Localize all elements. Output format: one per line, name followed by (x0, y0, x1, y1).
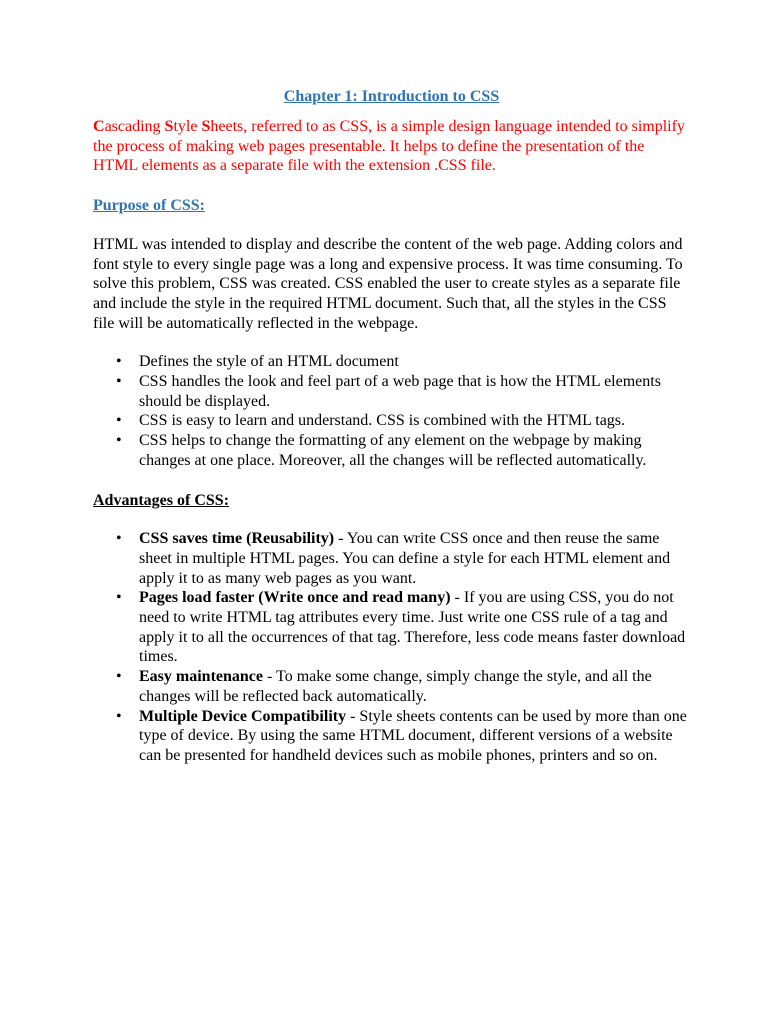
list-item (93, 372, 690, 411)
advantage-text: - You can write CSS once and then reuse the same sheet in multiple HTML pages. You can define a style for each HTML element and apply it to as many web pages as you want. (139, 530, 671, 587)
intro-initial-c: C (93, 118, 105, 135)
bullet-icon: • (116, 373, 122, 391)
bullet-icon: • (116, 432, 122, 450)
bullet-icon: • (116, 668, 122, 686)
list-item (93, 707, 690, 766)
bullet-text: Defines the style of an HTML document (139, 353, 399, 371)
intro-initial-s1: S (164, 118, 174, 135)
purpose-bullet-list (93, 352, 690, 470)
advantage-text: - If you are using CSS, you do not need to write HTML tag attributes every time. Just write one CSS rule of a tag and apply it to all the occurrences of that tag. Therefore, less code means faster download times. (139, 589, 686, 666)
intro-initial-s2: S (201, 118, 211, 135)
intro-text-2: tyle (173, 118, 202, 135)
advantages-heading: Advantages of CSS: (93, 491, 230, 509)
list-item (93, 667, 690, 706)
list-item (93, 431, 690, 470)
bullet-icon: • (116, 530, 122, 548)
advantage-term: Pages load faster (Write once and read many) (139, 589, 451, 607)
bullet-icon: • (116, 353, 122, 371)
advantage-text: - Style sheets contents can be used by more than one type of device. By using the same HTML document, different versions of a website can be presented for handheld devices such as mobile phones, printers and so on. (139, 707, 687, 764)
bullet-icon: • (116, 412, 122, 430)
bullet-icon: • (116, 707, 122, 725)
list-item (93, 529, 690, 588)
intro-text-3: heets, referred to as CSS, is a simple design language intended to simplify the process of making web pages presentable. It helps to define the presentation of the HTML elements as a separate file with the extension .CSS file. (93, 118, 685, 175)
list-item (93, 588, 690, 667)
advantage-term: Multiple Device Compatibility (139, 707, 347, 725)
bullet-text: CSS handles the look and feel part of a web page that is how the HTML elements should be displayed. (139, 373, 661, 410)
advantage-term: CSS saves time (Reusability) (139, 530, 335, 548)
bullet-icon: • (116, 589, 122, 607)
intro-paragraph (93, 117, 690, 176)
list-item (93, 411, 690, 431)
bullet-text: CSS helps to change the formatting of any element on the webpage by making changes at one place. Moreover, all the changes will be reflected automatically. (139, 432, 647, 469)
advantages-bullet-list (93, 529, 690, 765)
purpose-paragraph: HTML was intended to display and describe the content of the web page. Adding colors and font style to every single page was a long and expensive process. It was time consuming. To solve this problem, CSS was created. CSS enabled the user to create styles as a separate file and include the style in the required HTML document. Such that, all the styles in the CSS file will be automatically reflected in the webpage. (93, 235, 683, 332)
bullet-text: CSS is easy to learn and understand. CSS is combined with the HTML tags. (139, 412, 626, 430)
list-item (93, 352, 690, 372)
chapter-title: Chapter 1: Introduction to CSS (283, 88, 500, 105)
advantage-text: - To make some change, simply change the style, and all the changes will be reflected back automatically. (139, 668, 652, 705)
advantage-term: Easy maintenance (139, 668, 263, 686)
intro-text-1: ascading (104, 118, 165, 135)
purpose-heading: Purpose of CSS: (93, 197, 206, 215)
